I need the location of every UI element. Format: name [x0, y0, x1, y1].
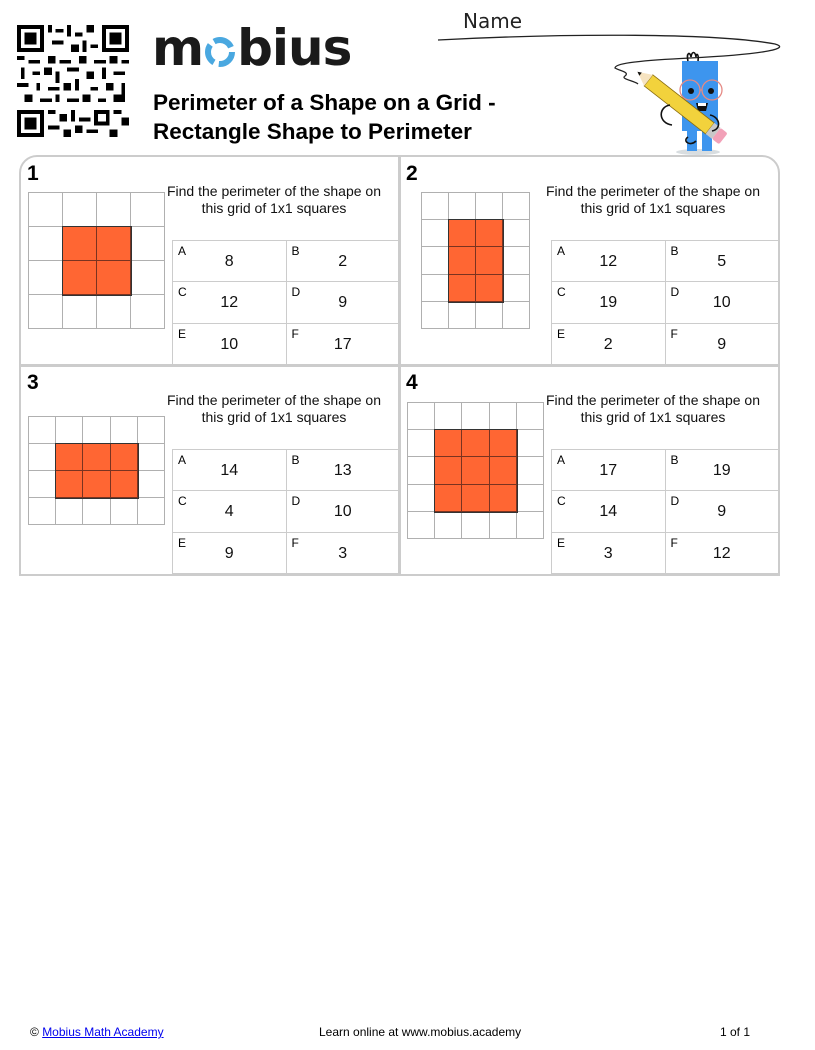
answer-option-f[interactable]	[665, 324, 779, 365]
grid-square	[408, 430, 435, 457]
option-value: 14	[599, 503, 618, 521]
answer-option-f[interactable]	[286, 324, 400, 365]
option-letter: F	[291, 535, 299, 550]
grid-square	[408, 457, 435, 484]
shaded-grid-square	[63, 227, 97, 261]
grid-square	[517, 403, 544, 430]
option-value: 8	[224, 253, 234, 270]
grid-square	[490, 403, 517, 430]
answer-option-a[interactable]	[551, 241, 665, 282]
option-letter: B	[670, 244, 679, 258]
square-grid	[28, 192, 165, 329]
grid-square	[83, 417, 110, 444]
shaded-grid-square	[56, 444, 83, 471]
logo-o-icon	[204, 36, 236, 68]
grid-square	[422, 302, 449, 329]
grid-square	[408, 403, 435, 430]
grid-square	[476, 193, 503, 220]
answer-option-b[interactable]	[286, 241, 400, 282]
shaded-grid-square	[476, 220, 503, 247]
shaded-grid-square	[83, 444, 110, 471]
grid-square	[517, 457, 544, 484]
option-letter: D	[291, 285, 301, 300]
option-value: 12	[599, 253, 618, 270]
question-prompt: Find the perimeter of the shape on this grid of 1x1 squares	[166, 183, 382, 216]
grid-square	[63, 295, 97, 329]
grid-square	[503, 275, 530, 302]
answer-option-a[interactable]	[551, 450, 665, 491]
grid-square	[517, 430, 544, 457]
option-letter: A	[557, 453, 566, 467]
grid-square	[29, 295, 63, 329]
footer-copyright	[30, 1025, 164, 1039]
option-value: 13	[333, 462, 352, 479]
answer-option-e[interactable]	[172, 324, 286, 365]
grid-square	[138, 417, 165, 444]
name-label: Name	[463, 9, 523, 33]
mobius-academy-link[interactable]: Mobius Math Academy	[42, 1025, 164, 1039]
shaded-grid-square	[476, 247, 503, 274]
grid-square	[422, 193, 449, 220]
shaded-grid-square	[462, 485, 489, 512]
option-value: 2	[338, 253, 348, 270]
grid-square	[29, 417, 56, 444]
option-value: 17	[333, 335, 352, 353]
grid-square	[97, 295, 131, 329]
qr-code-icon	[17, 25, 129, 137]
answer-option-e[interactable]	[551, 324, 665, 365]
answer-option-d[interactable]	[286, 282, 400, 323]
answer-option-b[interactable]	[665, 450, 779, 491]
answer-option-d[interactable]	[665, 282, 779, 323]
option-letter: B	[291, 244, 300, 258]
option-letter: C	[178, 285, 187, 300]
grid-square	[111, 417, 138, 444]
copyright-symbol: ©	[30, 1025, 39, 1039]
shaded-grid-square	[490, 457, 517, 484]
question-number: 4	[406, 371, 418, 394]
page-indicator: 1 of 1	[720, 1025, 751, 1039]
option-letter: C	[178, 494, 187, 509]
grid-square	[131, 261, 165, 295]
grid-square	[449, 193, 476, 220]
option-letter: F	[670, 535, 678, 550]
grid-square	[408, 485, 435, 512]
shaded-grid-square	[56, 471, 83, 498]
shaded-grid-square	[490, 430, 517, 457]
option-value: 4	[224, 503, 234, 521]
mobius-logo	[152, 19, 352, 77]
grid-square	[63, 193, 97, 227]
shaded-grid-square	[435, 430, 462, 457]
option-letter: B	[291, 453, 300, 467]
question-prompt: Find the perimeter of the shape on this grid of 1x1 squares	[545, 183, 761, 216]
question-number: 1	[27, 162, 39, 185]
logo-text-end: bius	[237, 19, 352, 77]
shaded-grid-square	[476, 275, 503, 302]
grid-square	[138, 498, 165, 525]
shaded-grid-square	[449, 247, 476, 274]
grid-square	[462, 512, 489, 539]
option-value: 10	[712, 294, 731, 312]
option-value: 9	[717, 335, 727, 353]
footer-learn-online: Learn online at www.mobius.academy	[319, 1025, 522, 1039]
option-letter: E	[557, 326, 566, 341]
answer-options	[551, 240, 778, 365]
option-value: 3	[338, 544, 348, 562]
grid-square	[131, 227, 165, 261]
grid-square	[29, 227, 63, 261]
grid-square	[29, 498, 56, 525]
grid-square	[97, 193, 131, 227]
grid-square	[422, 247, 449, 274]
option-value: 17	[599, 462, 618, 479]
shaded-grid-square	[462, 457, 489, 484]
grid-square	[517, 512, 544, 539]
answer-option-e[interactable]	[172, 533, 286, 574]
shaded-grid-square	[111, 444, 138, 471]
grid-square	[138, 444, 165, 471]
grid-square	[503, 220, 530, 247]
question-prompt: Find the perimeter of the shape on this grid of 1x1 squares	[166, 392, 382, 425]
shaded-grid-square	[449, 220, 476, 247]
answer-option-b[interactable]	[286, 450, 400, 491]
grid-square	[503, 247, 530, 274]
option-value: 9	[224, 544, 234, 562]
grid-square	[83, 498, 110, 525]
square-grid	[28, 416, 165, 525]
option-letter: A	[178, 453, 187, 467]
grid-square	[503, 302, 530, 329]
grid-square	[111, 498, 138, 525]
answer-option-c[interactable]	[172, 491, 286, 532]
option-letter: D	[670, 285, 680, 300]
answer-option-c[interactable]	[172, 282, 286, 323]
question-prompt: Find the perimeter of the shape on this grid of 1x1 squares	[545, 392, 761, 425]
answer-option-f[interactable]	[665, 533, 779, 574]
answer-option-f[interactable]	[286, 533, 400, 574]
grid-square	[517, 485, 544, 512]
grid-square	[422, 220, 449, 247]
shaded-grid-square	[83, 471, 110, 498]
option-letter: C	[557, 285, 566, 300]
option-letter: B	[670, 453, 679, 467]
grid-square	[131, 295, 165, 329]
option-value: 10	[333, 503, 352, 521]
option-letter: A	[557, 244, 566, 258]
option-value: 5	[717, 253, 727, 270]
grid-square	[29, 261, 63, 295]
answer-option-d[interactable]	[286, 491, 400, 532]
question-number: 2	[406, 162, 418, 185]
grid-square	[29, 471, 56, 498]
option-letter: F	[291, 326, 299, 341]
shaded-grid-square	[97, 261, 131, 295]
option-letter: C	[557, 494, 566, 509]
option-letter: D	[670, 494, 680, 509]
answer-options	[551, 449, 778, 574]
option-value: 9	[338, 294, 348, 312]
shaded-grid-square	[435, 485, 462, 512]
option-value: 2	[603, 335, 613, 353]
grid-square	[449, 302, 476, 329]
grid-square	[490, 512, 517, 539]
answer-option-d[interactable]	[665, 491, 779, 532]
option-value: 12	[712, 544, 731, 562]
answer-option-b[interactable]	[665, 241, 779, 282]
shaded-grid-square	[111, 471, 138, 498]
grid-square	[138, 471, 165, 498]
grid-square	[56, 417, 83, 444]
option-letter: A	[178, 244, 187, 258]
square-grid	[421, 192, 530, 329]
option-letter: E	[557, 535, 566, 550]
answer-options	[172, 449, 399, 574]
answer-option-e[interactable]	[551, 533, 665, 574]
square-grid	[407, 402, 544, 539]
shaded-grid-square	[462, 430, 489, 457]
option-value: 19	[599, 294, 618, 312]
option-letter: E	[178, 326, 187, 341]
option-value: 10	[220, 335, 239, 353]
grid-square	[503, 193, 530, 220]
question-number: 3	[27, 371, 39, 394]
answer-option-a[interactable]	[172, 241, 286, 282]
answer-option-a[interactable]	[172, 450, 286, 491]
grid-square	[462, 403, 489, 430]
grid-square	[29, 444, 56, 471]
grid-square	[408, 512, 435, 539]
option-value: 3	[603, 544, 613, 562]
grid-square	[131, 193, 165, 227]
grid-square	[476, 302, 503, 329]
option-value: 12	[220, 294, 239, 312]
grid-square	[29, 193, 63, 227]
option-value: 14	[220, 462, 239, 479]
answer-options	[172, 240, 399, 365]
option-value: 19	[712, 462, 731, 479]
title-line-2: Rectangle Shape to Perimeter	[153, 119, 472, 144]
shaded-grid-square	[435, 457, 462, 484]
grid-square	[435, 512, 462, 539]
answer-option-c[interactable]	[551, 282, 665, 323]
shaded-grid-square	[97, 227, 131, 261]
title-line-1: Perimeter of a Shape on a Grid -	[153, 90, 496, 115]
option-letter: F	[670, 326, 678, 341]
grid-square	[435, 403, 462, 430]
grid-square	[56, 498, 83, 525]
shaded-grid-square	[490, 485, 517, 512]
option-value: 9	[717, 503, 727, 521]
logo-text-start: m	[152, 19, 204, 77]
option-letter: D	[291, 494, 301, 509]
grid-square	[422, 275, 449, 302]
shaded-grid-square	[449, 275, 476, 302]
mascot-with-pencil-icon	[610, 45, 740, 157]
answer-option-c[interactable]	[551, 491, 665, 532]
option-letter: E	[178, 535, 187, 550]
shaded-grid-square	[63, 261, 97, 295]
